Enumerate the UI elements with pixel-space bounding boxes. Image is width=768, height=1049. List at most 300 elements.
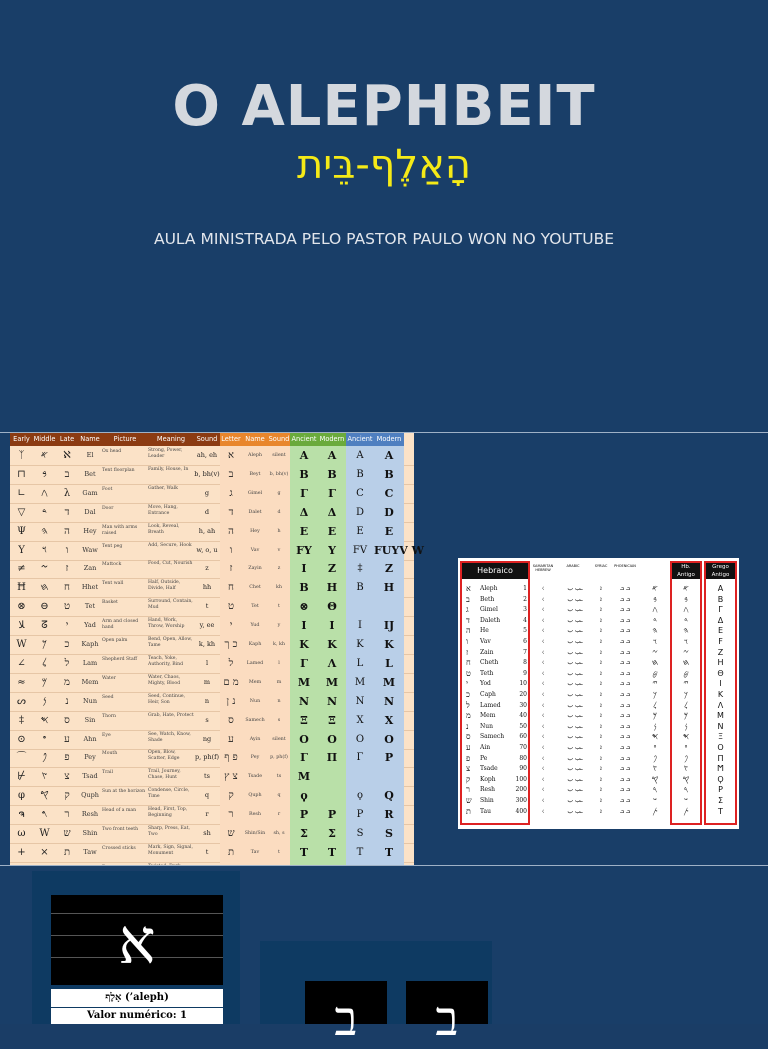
bet-panel-left [305, 981, 387, 1047]
table-cell-lsound: ts [268, 767, 290, 786]
table-cell-sound: ts [204, 772, 210, 781]
hb-antigo-glyph: 𐤊 [684, 690, 688, 699]
table-cell-mean: Add, Secure, Hook [148, 542, 192, 548]
samaritan-glyph: ᚲ [540, 764, 546, 774]
numeric-value: 10 [519, 680, 527, 688]
grego-antigo-glyph: Ν [717, 721, 724, 731]
syriac-glyph: ܐ [600, 669, 602, 677]
grego-antigo-glyph: Ζ [717, 647, 724, 657]
table-row [10, 616, 414, 636]
table-cell-mod: P [318, 805, 346, 824]
table-row [10, 578, 414, 598]
table-cell-sound: z [205, 564, 209, 573]
table-cell-middle: 𐤁 [42, 468, 47, 480]
table-cell-mod2: Z [374, 559, 404, 578]
samaritan-glyph: ᚲ [540, 785, 546, 795]
samaritan-glyph: ᚲ [540, 690, 546, 699]
letter-name: Gimel [480, 606, 498, 614]
table-cell-early: ≈ [17, 676, 26, 688]
table-row [10, 786, 414, 806]
column-header: Meaning [148, 433, 194, 446]
table-cell-mod2: FUYV W [374, 541, 404, 560]
table-cell-mod: H [318, 578, 346, 597]
phoenician-glyph: 𐤀 [652, 584, 658, 593]
table-cell-lname: Yud [242, 616, 268, 635]
table-cell-anc2: ϙ [346, 786, 374, 805]
table-cell-mod2: M [374, 673, 404, 692]
syriac-glyph: ܐ [600, 712, 602, 720]
table-cell-pic: Basket [102, 600, 118, 606]
table-cell-lname: Samech [242, 711, 268, 730]
table-cell-middle: 𐤊 [42, 639, 47, 650]
arabic-glyph: ـب ب [567, 754, 583, 762]
hebrew-letter: א [466, 584, 471, 593]
table-header [10, 433, 414, 446]
numeric-value: 40 [519, 712, 527, 720]
hb-antigo-glyph: 𐤁 [684, 594, 688, 604]
table-cell-sound: d [204, 507, 210, 516]
table-cell-anc: I [290, 616, 318, 635]
samaritan-glyph: ᚲ [540, 700, 546, 710]
aleph-name: אָלֶף (’aleph) [51, 989, 223, 1007]
numeric-value: 70 [519, 744, 527, 751]
table-cell-lname: Zayin [242, 559, 268, 578]
table-cell-early: Ψ [17, 525, 26, 537]
table-cell-anc2 [346, 767, 374, 786]
column-header: Ancient [290, 433, 318, 446]
table-cell-anc: O [290, 730, 318, 749]
table-cell-lname: Gimel [242, 484, 268, 503]
syriac-glyph: ܐ [600, 648, 602, 656]
table-cell-letter: ת [220, 843, 242, 862]
bet-glyph: ב [435, 991, 459, 1047]
table-cell-mean: Look, Reveal, Breath [148, 523, 180, 535]
hebrew-letter: ט [466, 668, 471, 678]
hb-antigo-glyph: 𐤕 [683, 806, 689, 816]
table-row [10, 748, 414, 768]
phoenician-glyph: 𐤋 [653, 700, 657, 710]
table-cell-middle: 𐤎 [40, 714, 49, 726]
table-row [10, 692, 414, 712]
numeric-value: 80 [519, 754, 527, 762]
hebrew-letter: ש [466, 796, 472, 805]
table-cell-mod [318, 767, 346, 786]
table-cell-mod2 [374, 597, 404, 616]
table-cell-lname: Kaph [242, 635, 268, 654]
phoenician-glyph: 𐤃 [653, 615, 657, 625]
table-cell-lname: Aleph [242, 446, 268, 465]
numeric-value: 1 [523, 585, 527, 592]
grego-antigo-glyph: Η [717, 658, 724, 668]
table-cell-name: Sin [84, 715, 96, 724]
table-cell-early: + [17, 846, 26, 858]
table-cell-anc2: O [346, 730, 374, 749]
table-cell-mean: Strong, Power, Leader [148, 448, 183, 459]
hebrew-letter: ב [466, 594, 470, 604]
hb-antigo-glyph: 𐤄 [683, 626, 689, 636]
table-cell-middle: 𐤓 [41, 809, 48, 821]
grego-antigo-glyph: Δ [717, 615, 724, 625]
aleph-card [32, 871, 240, 1024]
table-cell-letter: ג [220, 484, 242, 503]
grego-antigo-glyph: Ο [717, 743, 724, 752]
table-cell-lname: Tav [242, 843, 268, 862]
table-cell-lsound: k, kh [268, 635, 290, 654]
table-cell-early: ∟ [17, 487, 26, 499]
table-cell-mod: Ξ [318, 711, 346, 730]
table-cell-letter: ס [220, 711, 242, 730]
table-cell-late: ש [63, 828, 71, 839]
letter-slide [0, 866, 768, 1047]
table-cell-mod2: S [374, 824, 404, 843]
hb-antigo-glyph: 𐤔 [683, 796, 689, 805]
table-cell-early: ⊙ [17, 733, 26, 745]
table-cell-late: ב [64, 468, 70, 480]
table-cell-mod2: L [374, 654, 404, 673]
table-cell-anc: N [290, 692, 318, 711]
table-cell-lname: Mem [242, 673, 268, 692]
table-cell-sound: p, ph(f) [194, 753, 220, 762]
table-cell-lname: Resh [242, 805, 268, 824]
table-cell-middle: ⊖ [40, 601, 49, 613]
syriac-glyph: ܐ [600, 638, 602, 645]
table-cell-mean: Seed, Continue, Heir, Son [148, 693, 186, 705]
table-cell-anc: ⊗ [290, 597, 318, 616]
table-cell-name: Hey [83, 526, 97, 535]
table-cell-pic: Sun at the horizon [102, 789, 146, 795]
grego-antigo-glyph: Θ [717, 668, 724, 678]
table-cell-pic: Water [102, 675, 116, 681]
syriac-glyph: ܐ [600, 595, 602, 603]
numeric-value: 400 [515, 807, 527, 815]
table-row [10, 484, 414, 504]
arabic-glyph: ـب ب [567, 712, 583, 720]
table-cell-lname: Beyt [242, 465, 268, 484]
hb-antigo-glyph: 𐤋 [684, 700, 688, 710]
table-cell-anc2: L [346, 654, 374, 673]
table-cell-middle: 𐤑 [41, 771, 48, 783]
grego-antigo-glyph: Ξ [717, 732, 724, 742]
samaritan-glyph: ᚲ [540, 721, 546, 731]
table-cell-lsound: q [268, 786, 290, 805]
table-cell-lsound: l [268, 654, 290, 673]
table-cell-sound: t [205, 847, 209, 856]
table-cell-lsound: silent [268, 730, 290, 749]
table-cell-lsound: h [268, 522, 290, 541]
syriac-variant-glyph: ܒ ܒ [619, 648, 631, 656]
arabic-glyph: ـب ب [567, 722, 583, 730]
table-cell-name: Mem [81, 677, 99, 686]
table-cell-anc: K [290, 635, 318, 654]
syriac-glyph: ܐ [600, 797, 602, 804]
column-header: SAMARITAN HEBREW [532, 564, 554, 572]
samaritan-glyph: ᚲ [540, 743, 546, 752]
phoenician-glyph: 𐤄 [652, 626, 658, 636]
syriac-glyph: ܐ [600, 680, 602, 688]
table-cell-mod2: X [374, 711, 404, 730]
hb-antigo-glyph: 𐤅 [684, 637, 688, 646]
bet-card [260, 941, 492, 1047]
syriac-variant-glyph: ܒ ܒ [619, 585, 631, 592]
table-cell-letter: מ ם [220, 673, 242, 692]
letter-name: Samech [480, 733, 505, 741]
grego-antigo-glyph: Γ [718, 605, 723, 615]
table-cell-mean: Gather, Walk [148, 485, 178, 491]
table-cell-middle: W [39, 828, 50, 839]
table-cell-pic: Open palm [102, 638, 128, 643]
table-cell-letter: פ ף [220, 748, 242, 767]
hb-antigo-glyph: 𐤆 [683, 647, 689, 657]
table-cell-lsound: z [268, 559, 290, 578]
phoenician-glyph: 𐤆 [652, 647, 658, 657]
letter-name: Shin [480, 797, 494, 804]
table-cell-late: ℵ [63, 450, 71, 461]
table-cell-anc: Σ [290, 824, 318, 843]
table-cell-sound: ng [202, 734, 212, 743]
table-cell-pic: Foot [102, 486, 113, 492]
arabic-glyph: ـب ب [567, 648, 583, 656]
phoenician-glyph: 𐤎 [651, 732, 659, 742]
table-cell-mod: Σ [318, 824, 346, 843]
slide-subtitle: AULA MINISTRADA PELO PASTOR PAULO WON NO YOUTUBE [153, 230, 615, 248]
table-cell-mod: O [318, 730, 346, 749]
syriac-variant-glyph: ܒ ܒ [619, 722, 631, 730]
samaritan-glyph: ᚲ [540, 679, 546, 689]
arabic-glyph: ـب ب [567, 733, 583, 741]
arabic-glyph: ـب ب [567, 616, 583, 624]
table-cell-anc2: E [346, 522, 374, 541]
table-cell-letter: ז [220, 559, 242, 578]
table-cell-anc2: P [346, 805, 374, 824]
table-cell-anc2: B [346, 578, 374, 597]
table-cell-letter: ש [220, 824, 242, 843]
column-header: Modern [374, 433, 404, 446]
hb-antigo-glyph: 𐤒 [682, 774, 690, 784]
phoenician-glyph: 𐤐 [653, 753, 657, 763]
table-cell-anc2: T [346, 843, 374, 862]
table-cell-anc: I [290, 559, 318, 578]
table-cell-name: Dal [84, 507, 96, 516]
table-cell-name: Lam [82, 658, 98, 667]
table-cell-mean: Half, Outside, Divide, Half [148, 580, 181, 592]
hb-antigo-header: Hb. Antigo [672, 563, 700, 579]
table-cell-pic: Tent floorplan [102, 467, 135, 473]
table-row [10, 541, 424, 561]
table-cell-anc: P [290, 805, 318, 824]
alphabet-comparison-table [458, 558, 739, 829]
column-header: Early [10, 433, 33, 446]
phoenician-glyph: 𐤏 [653, 743, 657, 752]
phoenician-glyph: 𐤇 [651, 658, 659, 668]
table-cell-early: ω [17, 828, 26, 839]
hb-antigo-glyph: 𐤑 [683, 764, 689, 774]
table-cell-early: Ħ [17, 582, 26, 594]
table-cell-mod2: T [374, 843, 404, 862]
phoenician-glyph: 𐤔 [652, 796, 658, 805]
numeric-value: 3 [523, 606, 527, 614]
table-cell-lsound: sh, s [268, 824, 290, 843]
syriac-variant-glyph: ܒ ܒ [619, 807, 631, 815]
table-cell-pic: Mouth [102, 751, 118, 757]
table-cell-name: Quph [81, 791, 99, 800]
table-cell-sound: n [204, 696, 210, 705]
table-cell-lsound: v [268, 541, 290, 560]
grego-antigo-glyph: Α [717, 584, 724, 593]
table-cell-lname: Chet [242, 578, 268, 597]
letter-name: Pe [480, 754, 488, 762]
table-cell-anc: A [290, 446, 318, 465]
samaritan-glyph: ᚲ [540, 615, 546, 625]
hebrew-letter: ל [466, 700, 470, 710]
table-cell-middle: 𐤋 [42, 657, 47, 669]
table-cell-early: ‡ [19, 714, 24, 726]
table-cell-early: ▽ [17, 506, 26, 518]
table-cell-pic: Tent peg [102, 543, 123, 549]
syriac-variant-glyph: ܒ ܒ [619, 680, 631, 688]
grego-antigo-glyph: Ι [719, 679, 722, 689]
table-cell-letter: ד [220, 503, 242, 522]
table-cell-lname: Lamed [242, 654, 268, 673]
table-cell-mean: Head, First, Top, Beginning [148, 807, 188, 819]
table-cell-anc: Γ [290, 654, 318, 673]
table-cell-letter: י [220, 616, 242, 635]
table-cell-sound: b, bh(v) [194, 469, 220, 478]
table-cell-name: Pey [84, 753, 96, 762]
table-cell-late: מ [64, 676, 70, 688]
syriac-glyph: ܐ [600, 627, 602, 635]
syriac-variant-glyph: ܒ ܒ [619, 744, 631, 751]
arabic-glyph: ـب ب [567, 606, 583, 614]
hebrew-letter: ת [466, 806, 471, 816]
table-cell-anc: M [290, 673, 318, 692]
table-cell-anc2: A [346, 446, 374, 465]
hebrew-letter: ס [466, 732, 471, 742]
table-cell-name: Bet [84, 469, 96, 478]
table-cell-mod: B [318, 465, 346, 484]
hebrew-letter: מ [466, 711, 471, 721]
table-cell-lsound: n [268, 692, 290, 711]
hebrew-letter: ד [466, 615, 470, 625]
table-cell-anc2: M [346, 673, 374, 692]
table-cell-mean: Move, Hang, Entrance [148, 504, 178, 516]
numeric-value: 200 [515, 786, 527, 794]
alphabet-evolution-table [10, 433, 424, 865]
table-cell-name: Yad [84, 621, 96, 630]
table-cell-name: Ahn [83, 734, 97, 743]
table-cell-mod2: E [374, 522, 404, 541]
table-cell-anc2 [346, 597, 374, 616]
table-cell-late: ל [64, 657, 70, 669]
arabic-glyph: ـب ب [567, 691, 583, 698]
table-row [10, 805, 414, 825]
hebrew-letter: כ [466, 690, 470, 699]
table-cell-sound: l [205, 658, 209, 667]
table-cell-anc2: K [346, 635, 374, 654]
phoenician-glyph: 𐤍 [653, 721, 657, 731]
syriac-glyph: ܐ [600, 765, 602, 773]
table-cell-name: Tsad [82, 772, 98, 781]
grego-antigo-glyph: Κ [717, 690, 724, 699]
table-cell-middle: 𐤄 [41, 525, 48, 537]
hebrew-letter: ה [466, 626, 471, 636]
syriac-glyph: ܐ [600, 744, 602, 751]
samaritan-glyph: ᚲ [540, 668, 546, 678]
table-cell-mod: T [318, 843, 346, 862]
aleph-panel [51, 895, 223, 985]
table-cell-letter: ט [220, 597, 242, 616]
numeric-value: 6 [523, 638, 527, 645]
arabic-glyph: ـب ب [567, 786, 583, 794]
hb-antigo-glyph: 𐤎 [682, 732, 690, 742]
syriac-variant-glyph: ܒ ܒ [619, 606, 631, 614]
table-row [10, 522, 414, 542]
syriac-glyph: ܐ [600, 786, 602, 794]
table-cell-middle: 𐤏 [42, 733, 47, 745]
hb-antigo-glyph: 𐤀 [683, 584, 689, 593]
table-row [10, 503, 414, 523]
numeric-value: 50 [519, 722, 527, 730]
syriac-variant-glyph: ܒ ܒ [619, 659, 631, 667]
hebraico-header: Hebraico [462, 563, 528, 579]
phoenician-glyph: 𐤉 [652, 679, 658, 689]
table-cell-letter: ר [220, 805, 242, 824]
table-cell-late: ק [64, 790, 70, 802]
column-header: Letter [220, 433, 242, 446]
column-header: Middle [33, 433, 56, 446]
table-cell-name: Shin [82, 829, 98, 837]
table-cell-early: ⊗ [17, 601, 26, 613]
table-cell-sound: ah, eh [196, 451, 218, 459]
table-cell-late: ו [65, 544, 69, 556]
table-cell-anc2: N [346, 692, 374, 711]
table-cell-mean: Condense, Circle, Time [148, 788, 190, 800]
numeric-value: 300 [515, 797, 527, 804]
table-cell-mod: Π [318, 748, 346, 767]
table-cell-middle: 𐤀 [40, 450, 49, 461]
samaritan-glyph: ᚲ [540, 753, 546, 763]
table-cell-mod: E [318, 522, 346, 541]
hb-antigo-glyph: 𐤏 [684, 743, 688, 752]
numeric-value: 4 [523, 616, 527, 624]
table-cell-name: Kaph [81, 640, 99, 648]
table-cell-mod: Z [318, 559, 346, 578]
bet-panel-right [406, 981, 488, 1047]
table-cell-name: Gam [82, 488, 98, 497]
table-cell-mean: Bend, Open, Allow, Tame [148, 637, 193, 648]
table-cell-late: ר [64, 809, 70, 821]
letter-name: Cheth [480, 659, 499, 667]
table-cell-mod2: H [374, 578, 404, 597]
table-cell-mod2: O [374, 730, 404, 749]
numeric-value: 20 [519, 691, 527, 698]
samaritan-glyph: ᚲ [540, 637, 546, 646]
syriac-variant-glyph: ܒ ܒ [619, 616, 631, 624]
table-cell-sound: y, ee [199, 621, 215, 630]
hebrew-letter: ע [466, 743, 471, 752]
table-cell-name: Zan [83, 564, 97, 573]
table-cell-pic: Trail [102, 770, 113, 776]
table-row [10, 711, 414, 731]
numeric-value: 9 [523, 669, 527, 677]
table-cell-lsound: m [268, 673, 290, 692]
table-cell-mean: Surround, Contain, Mud [148, 599, 193, 611]
syriac-glyph: ܐ [600, 775, 602, 783]
samaritan-glyph: ᚲ [540, 594, 546, 604]
table-cell-anc2: B [346, 465, 374, 484]
letter-name: Koph [480, 775, 496, 783]
arabic-glyph: ـب ب [567, 775, 583, 783]
table-cell-lname: Dalet [242, 503, 268, 522]
